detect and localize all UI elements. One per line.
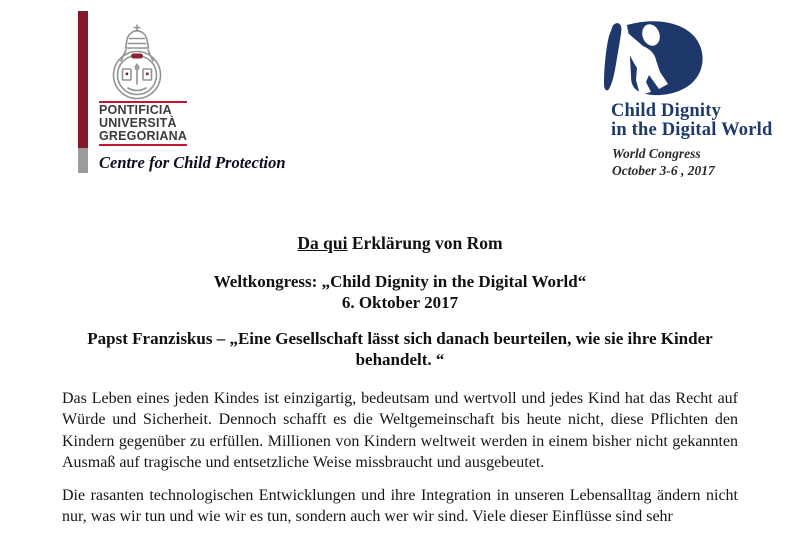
university-line-1: PONTIFICIA [99,103,172,117]
quote-line-2: behandelt. “ [355,349,445,369]
accent-bar [78,11,88,173]
accent-bar-gray [78,148,88,173]
paragraph-2: Die rasanten technologischen Entwicklungen und ihre Integration in unseren Lebensalltag ändern nicht nur, was wir tun und wie wir es tun, sondern auch wer wir sind. Viele dieser Einflüsse sind sehr [62,486,738,526]
paragraph-1: Das Leben eines jeden Kindes ist einzigartig, bedeutsam und wertvoll und jedes Kind hat das Recht auf Würde und Sicherheit. Dennoch schafft es die Weltgemeinschaft bis heute nicht, diese Pflichten den Kindern gegenüber zu erfüllen. Millionen von Kindern weltweit werden in einem bisher nicht gekannten Ausmaß auf tragische und entsetzliche Weise missbraucht und ausgebeutet. [62,390,738,472]
congress-logo-title [611,102,772,139]
body-text [62,388,738,538]
document-title-rest: Erklärung von Rom [347,233,503,253]
subtitle-line-2: 6. Oktober 2017 [341,293,459,312]
congress-title-line-1: Child Dignity [611,101,722,121]
congress-subtitle-line-1: World Congress [612,146,701,161]
accent-bar-maroon [78,11,88,148]
university-line-3: GREGORIANA [99,129,188,143]
congress-title-line-2: in the Digital World [611,119,773,140]
centre-for-child-protection-label: Centre for Child Protection [99,153,286,172]
pope-quote [0,329,800,370]
child-dignity-d-logo-icon [600,20,705,96]
university-line-2: UNIVERSITÀ [99,116,177,130]
university-wordmark [99,101,191,146]
university-seal-icon [105,24,169,102]
document-title-underlined: Da qui [297,233,348,253]
bottom-rule [99,144,187,146]
document-subtitle [0,271,800,313]
quote-line-1: Papst Franziskus – „Eine Gesellschaft lässt sich danach beurteilen, wie sie ihre Kinder [87,329,713,348]
subtitle-line-1: Weltkongress: „Child Dignity in the Digital World“ [213,272,587,291]
congress-dates [612,146,715,179]
congress-subtitle-line-2: October 3-6 , 2017 [612,162,715,178]
document-title [0,233,800,254]
